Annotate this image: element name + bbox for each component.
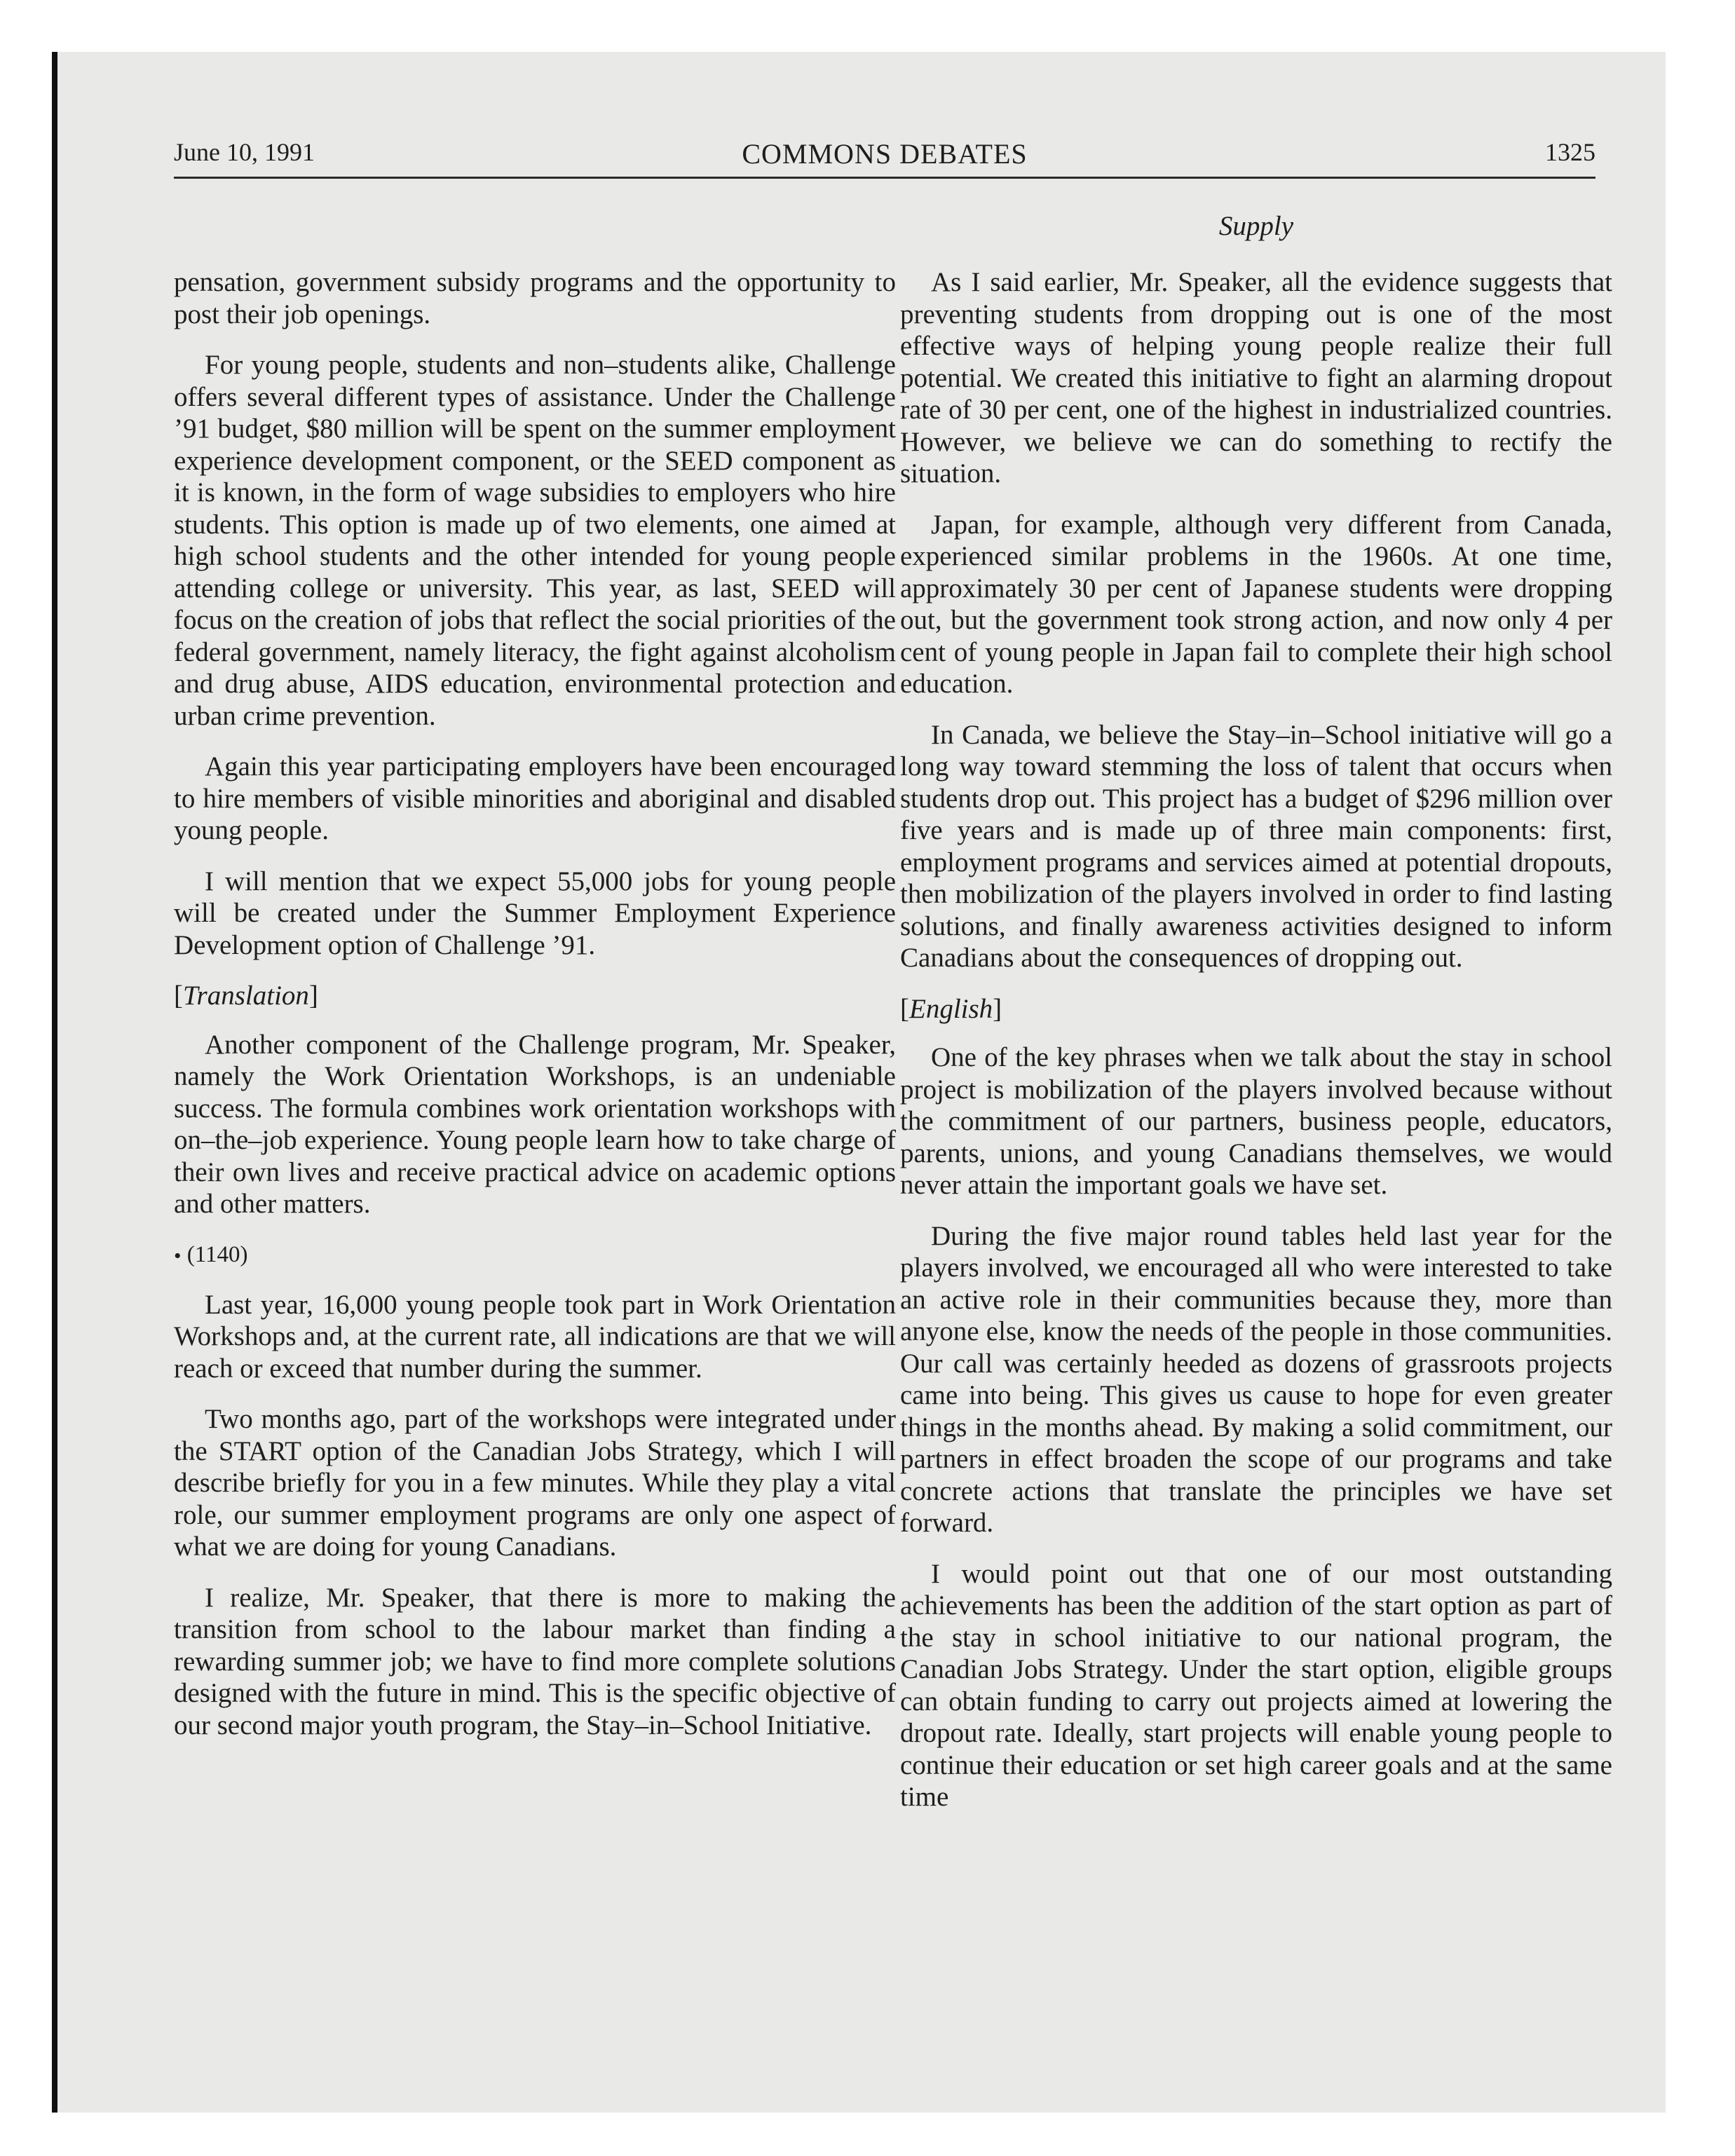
right-column	[900, 266, 1612, 1832]
paragraph: Last year, 16,000 young people took part in Work Orientation Workshops and, at the current rate, all indications are that we will reach or exceed that number during the summer.	[174, 1289, 896, 1384]
paragraph: During the five major round tables held last year for the players involved, we encouraged all who were interested to take an active role in their communities because they, more than anyone else, know the needs of the people in those communities. Our call was certainly heeded as dozens of grassroots projects came into being. This gives us cause to hope for even greater things in the months ahead. By making a solid commitment, our partners in effect broaden the scope of our programs and take concrete actions that translate the principles we have set forward.	[900, 1220, 1612, 1538]
paragraph: In Canada, we believe the Stay–in–School initiative will go a long way toward stemming the loss of talent that occurs when students drop out. This project has a budget of $296 million over five years and is made up of three main components: first, employment programs and services aimed at potential dropouts, then mobilization of the players involved in order to find lasting solutions, and finally awareness activities designed to inform Canadians about the consequences of dropping out.	[900, 719, 1612, 973]
header-title: COMMONS DEBATES	[742, 138, 1028, 170]
language-marker: [Translation]	[174, 981, 318, 1011]
paragraph: I will mention that we expect 55,000 jobs for young people will be created under the Summer Employment Experience Development option of Challenge ’91.	[174, 866, 896, 960]
header-date: June 10, 1991	[174, 138, 315, 166]
left-column	[174, 266, 896, 1760]
paragraph: I would point out that one of our most outstanding achievements has been the addition of the start option as part of the stay in school initiative to our national program, the Canadian Jobs Strategy. Under the start option, eligible groups can obtain funding to carry out projects aimed at lowering the dropout rate. Ideally, start projects will enable young people to continue their education or set high career goals and at the same time	[900, 1558, 1612, 1812]
bullet-icon: •	[174, 1244, 182, 1268]
header-rule	[174, 177, 1595, 179]
paragraph: pensation, government subsidy programs and the opportunity to post their job openings.	[174, 267, 896, 329]
paragraph: For young people, students and non–students alike, Challenge offers several different types of assistance. Under the Challenge ’91 budget, $80 million will be spent on the summer employment experience development component, or the SEED component as it is known, in the form of wage subsidies to employers who hire students. This option is made up of two elements, one aimed at high school students and the other intended for young people attending college or university. This year, as last, SEED will focus on the creation of jobs that reflect the social priorities of the federal government, namely literacy, the fight against alcoholism and drug abuse, AIDS education, environmental protection and urban crime prevention.	[174, 350, 896, 731]
paragraph: Japan, for example, although very different from Canada, experienced similar problems in the 1960s. At one time, approximately 30 per cent of Japanese students were dropping out, but the government took strong action, and now only 4 per cent of young people in Japan fail to complete their high school education.	[900, 509, 1612, 699]
paragraph: I realize, Mr. Speaker, that there is more to making the transition from school to the labour market than finding a rewarding summer job; we have to find more complete solutions designed with the future in mind. This is the specific objective of our second major youth program, the Stay–in–School Initiative.	[174, 1582, 896, 1740]
binding-edge	[52, 52, 57, 2113]
running-head	[174, 137, 1595, 177]
paragraph: Another component of the Challenge program, Mr. Speaker, namely the Work Orientation Workshops, is an undeniable success. The formula combines work orientation workshops with on–the–job experience. Young people learn how to take charge of their own lives and receive practical advice on academic options and other matters.	[174, 1029, 896, 1219]
time-stamp	[174, 1239, 896, 1272]
paragraph: Again this year participating employers have been encouraged to hire members of visible minorities and aboriginal and disabled young people.	[174, 751, 896, 845]
paragraph: Two months ago, part of the workshops were integrated under the START option of the Canadian Jobs Strategy, which I will describe briefly for you in a few minutes. While they play a vital role, our summer employment programs are only one aspect of what we are doing for young Canadians.	[174, 1404, 896, 1562]
time-stamp-text: (1140)	[186, 1241, 248, 1267]
section-title: Supply	[1218, 211, 1294, 241]
language-marker: [English]	[900, 993, 1002, 1024]
header-page-number: 1325	[1545, 138, 1595, 166]
paragraph: As I said earlier, Mr. Speaker, all the evidence suggests that preventing students from dropping out is one of the most effective ways of helping young people realize their full potential. We created this initiative to fight an alarming dropout rate of 30 per cent, one of the highest in industrialized countries. However, we believe we can do something to rectify the situation.	[900, 267, 1612, 489]
language-marker-text: Translation	[183, 981, 309, 1011]
language-marker-text: English	[909, 993, 993, 1024]
paragraph: One of the key phrases when we talk about the stay in school project is mobilization of the players involved because without the commitment of our partners, business people, educators, parents, unions, and young Canadians themselves, we would never attain the important goals we have set.	[900, 1042, 1612, 1200]
